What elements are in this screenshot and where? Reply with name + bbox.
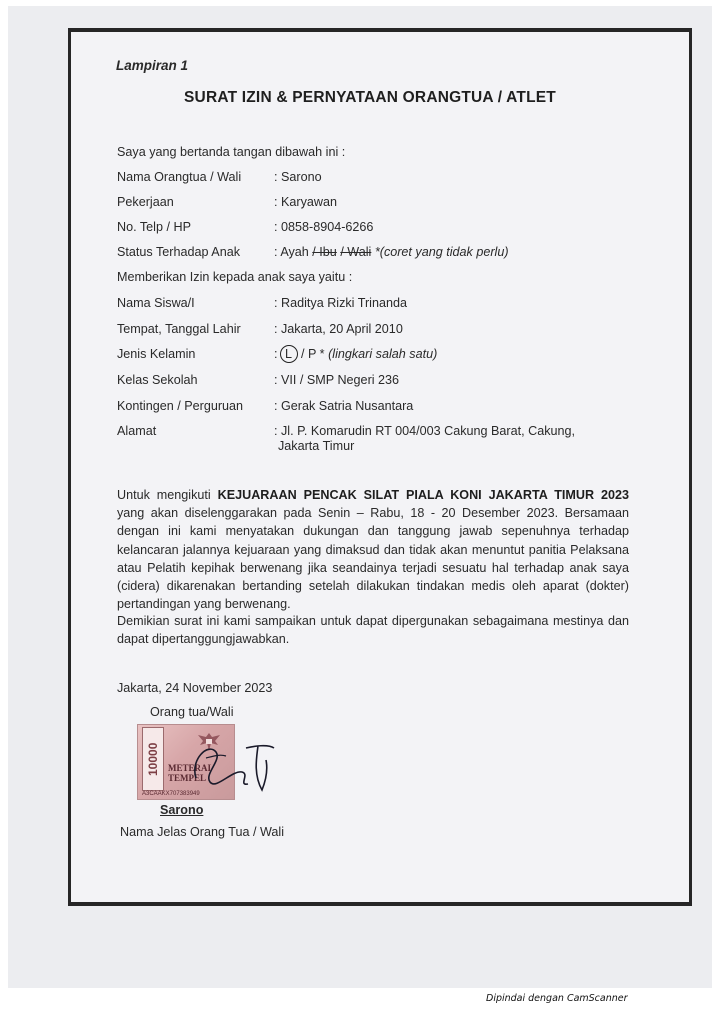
signer-caption: Nama Jelas Orang Tua / Wali: [120, 825, 285, 839]
parent-status-label: Status Terhadap Anak: [117, 245, 240, 259]
parent-job-value: : Karyawan: [274, 195, 338, 209]
student-address-line1: : Jl. P. Komarudin RT 004/003 Cakung Barat, Cakung,: [274, 424, 576, 438]
stamp-label: METERAI TEMPEL: [168, 763, 212, 783]
document-title: SURAT IZIN & PERNYATAAN ORANGTUA / ATLET: [184, 89, 556, 106]
attachment-label: Lampiran 1: [116, 58, 189, 73]
student-birth-label: Tempat, Tanggal Lahir: [117, 322, 241, 336]
student-class-value: : VII / SMP Negeri 236: [274, 373, 400, 387]
student-name-value: : Raditya Rizki Trinanda: [274, 296, 407, 310]
parent-status-value: : Ayah / Ibu / Wali *(coret yang tidak perlu): [274, 245, 509, 259]
stamp-value: 10000: [142, 727, 164, 791]
place-date: Jakarta, 24 November 2023: [117, 681, 273, 695]
parent-name-label: Nama Orangtua / Wali: [117, 170, 242, 184]
closing-paragraph: Demikian surat ini kami sampaikan untuk dapat dipergunakan sebagaimana mestinya dan dapat dipertanggungjawabkan.: [117, 614, 629, 647]
stamp-serial: A3CAAKX707383949: [142, 791, 200, 797]
student-club-label: Kontingen / Perguruan: [117, 399, 244, 413]
gender-circle-mark: L: [280, 345, 298, 363]
intro-text: Saya yang bertanda tangan dibawah ini :: [117, 145, 346, 159]
student-class-label: Kelas Sekolah: [117, 373, 198, 387]
permission-intro: Memberikan Izin kepada anak saya yaitu :: [117, 270, 353, 284]
parent-phone-label: No. Telp / HP: [117, 220, 191, 234]
statement-paragraph: Untuk mengikuti KEJUARAAN PENCAK SILAT PIALA KONI JAKARTA TIMUR 2023 yang akan diselenggarakan pada Senin – Rabu, 18 - 20 Desember 2023. Bersamaan dengan ini kami menyatakan dukungan dan tanggung jawab sepenuhnya terhadap kelancaran jalannya kejuaraan yang dimaksud dan tidak akan menuntut panitia Pelaksana atau Pelatih kepihak berwenang jika seandainya terjadi sesuatu hal terhadap anak saya (cidera) dikarenakan bertanding setelah dilakukan tindakan medis oleh aparat (dokter) pertandingan yang berwenang.: [117, 488, 630, 612]
student-name-label: Nama Siswa/I: [117, 296, 195, 310]
parent-job-label: Pekerjaan: [117, 195, 174, 209]
scanner-watermark: Dipindai dengan CamScanner: [486, 993, 628, 1004]
handwritten-signature: [150, 730, 280, 800]
signer-name: Sarono: [160, 803, 204, 817]
signer-role: Orang tua/Wali: [150, 705, 234, 719]
student-gender-label: Jenis Kelamin: [117, 347, 196, 361]
student-birth-value: : Jakarta, 20 April 2010: [274, 322, 403, 336]
student-gender-value: : L / P * (lingkari salah satu): [274, 347, 438, 361]
student-club-value: : Gerak Satria Nusantara: [274, 399, 414, 413]
student-address-label: Alamat: [117, 424, 157, 438]
student-address-line2: Jakarta Timur: [278, 439, 355, 453]
parent-phone-value: : 0858-8904-6266: [274, 220, 374, 234]
parent-name-value: : Sarono: [274, 170, 322, 184]
